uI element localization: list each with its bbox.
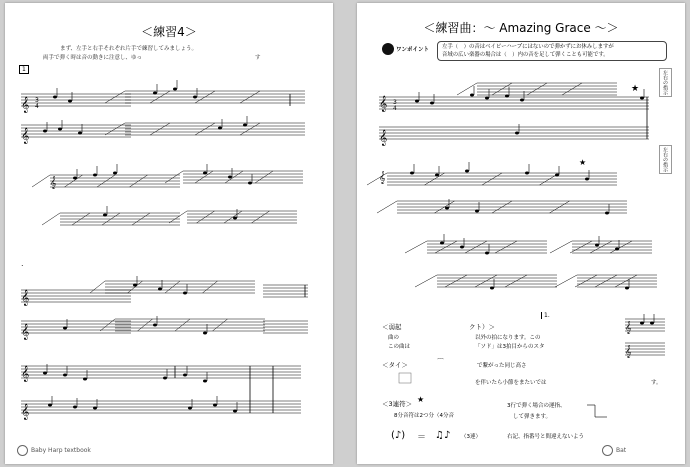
note-head — [173, 88, 177, 91]
note-head — [188, 407, 192, 410]
note-head — [485, 97, 489, 100]
left-footer-text: Baby Harp textbook — [31, 447, 91, 454]
one-point-text: ワンポイント — [396, 47, 430, 53]
triplet-notes-icon: ♫♪ — [435, 430, 451, 441]
time-signature: 3 — [393, 99, 397, 106]
section-upbeat-line-2-tail: 「ソド」は3拍目からのスタ — [475, 344, 545, 350]
system-marker: . — [21, 259, 24, 268]
harp-logo-icon — [602, 445, 613, 456]
left-page-title: ＜練習4＞ — [141, 25, 197, 39]
note-head — [73, 177, 77, 180]
hint-line-2: 音域の広い楽器の場合は（ ）内の音を足して弾くことも可能です。 — [442, 52, 609, 58]
section-tie-line-1: で繋がった同じ高さ — [477, 363, 527, 369]
note-head — [203, 332, 207, 335]
tie-mark: ⌒ — [437, 358, 444, 366]
barline — [42, 213, 60, 225]
section-triplet-line-1: 8分音符は2つ分（4分音 — [394, 413, 454, 419]
left-score — [5, 3, 333, 464]
note-head — [440, 242, 444, 245]
hint-line-1: 左手（ ）の音はベイビーハープにはないので弾かずにお休みしますが — [442, 44, 614, 50]
section-triplet-right-3: 右記、指番号と間違えないよう — [507, 434, 585, 440]
note-head — [228, 176, 232, 179]
note-head — [445, 207, 449, 210]
treble-clef-icon: 𝄞 — [625, 345, 632, 358]
note-head — [58, 128, 62, 131]
note-head — [93, 407, 97, 410]
note-head — [183, 374, 187, 377]
note-head — [485, 252, 489, 255]
lower-system-label: 1. — [541, 312, 552, 319]
note-head — [183, 292, 187, 295]
note-head — [73, 406, 77, 409]
note-head — [203, 380, 207, 383]
treble-clef-icon: 𝄞 — [21, 404, 30, 420]
note-head — [650, 322, 654, 325]
note-head — [213, 404, 217, 407]
instruction-line-2: 両手で弾く時は音の動きに注意し、ゆっ — [43, 55, 142, 61]
instruction-line-1: まず、左手と右手それぞれ片手で練習してみましょう。 — [60, 46, 198, 52]
section-triplet-mark: （3連） — [461, 434, 481, 440]
barline — [377, 201, 397, 213]
note-head — [93, 174, 97, 177]
right-score — [357, 3, 685, 464]
note-head — [43, 372, 47, 375]
note-head — [43, 130, 47, 133]
note-head — [153, 92, 157, 95]
note-head — [615, 248, 619, 251]
note-head — [233, 217, 237, 220]
note-head — [585, 178, 589, 181]
harp-logo-icon — [17, 445, 28, 456]
right-footer-text: Bat — [616, 447, 627, 454]
barline — [415, 275, 437, 287]
section-tie-title: ＜タイ＞ — [382, 361, 408, 369]
note-head — [68, 100, 72, 103]
note-head — [53, 96, 57, 99]
note-head — [470, 94, 474, 97]
section-triplet-title: ＜3連符＞ — [382, 400, 413, 408]
note-head — [430, 102, 434, 105]
note-head — [203, 172, 207, 175]
note-head — [515, 132, 519, 135]
note-head — [460, 246, 464, 249]
note-head — [243, 124, 247, 127]
note-head — [158, 288, 162, 291]
note-head — [163, 377, 167, 380]
treble-clef-icon: 𝄞 — [625, 321, 632, 334]
treble-clef-icon: 𝄞 — [21, 366, 30, 382]
note-head — [113, 172, 117, 175]
time-signature: 4 — [35, 103, 39, 110]
section-upbeat-title: ＜弱起 — [382, 323, 402, 331]
note-head — [605, 212, 609, 215]
treble-clef-icon: 𝄞 — [21, 290, 30, 306]
note-head — [48, 404, 52, 407]
right-page — [357, 3, 685, 464]
note-head — [625, 287, 629, 290]
note-head — [153, 324, 157, 327]
left-page — [5, 3, 333, 464]
note-head — [233, 410, 237, 413]
left-footer — [17, 445, 91, 456]
note-head — [133, 284, 137, 287]
section-tie-line-2: を伴いたら小節をまたいでは — [475, 380, 547, 386]
section-triplet-right-2: して弾きます。 — [513, 414, 552, 420]
barline — [405, 241, 427, 253]
note-head — [103, 214, 107, 217]
barline — [90, 281, 105, 293]
section-upbeat-line-1-tail: 以外の拍になります。この — [475, 335, 541, 341]
measure-number-box: 1 — [19, 65, 29, 74]
note-head — [193, 96, 197, 99]
treble-clef-icon: 𝄞 — [379, 96, 388, 112]
section-upbeat-line-2: この曲は — [388, 344, 411, 350]
treble-clef-icon: 𝄞 — [379, 171, 386, 184]
note-head — [595, 244, 599, 247]
star-icon: ★ — [417, 395, 425, 404]
section-upbeat-title-tail: クト）＞ — [469, 323, 495, 331]
note-head — [415, 100, 419, 103]
note-head — [83, 378, 87, 381]
note-head — [475, 210, 479, 213]
note-head — [63, 327, 67, 330]
section-triplet-right-1: 3行で弾く場合の運指、 — [507, 403, 566, 409]
note-head — [410, 172, 414, 175]
badge-top: 左右の指示 — [659, 68, 672, 97]
barline — [555, 275, 577, 287]
note-head — [525, 172, 529, 175]
triplet-bracket-icon: (♪) — [391, 430, 406, 441]
right-footer — [602, 445, 626, 456]
note-head — [78, 132, 82, 135]
note-head — [640, 322, 644, 325]
treble-clef-icon: 𝄞 — [379, 130, 388, 146]
note-head — [640, 97, 644, 100]
barline — [550, 241, 572, 253]
star-icon: ★ — [631, 84, 640, 94]
note-head — [490, 287, 494, 290]
badge-middle: 左右の指示 — [659, 145, 672, 174]
note-head — [63, 374, 67, 377]
treble-clef-icon: 𝄞 — [21, 324, 30, 340]
note-head — [465, 170, 469, 173]
note-head — [248, 182, 252, 185]
note-head — [520, 99, 524, 102]
star-icon: ★ — [579, 158, 587, 167]
treble-clef-icon: 𝄞 — [21, 128, 30, 144]
instruction-line-2-tail: す — [255, 55, 261, 61]
right-page-title: ＜練習曲：～ Amazing Grace ～＞ — [423, 21, 619, 35]
note-head — [505, 95, 509, 98]
section-upbeat-line-1: 曲の — [388, 335, 400, 341]
tie-example-box — [399, 373, 411, 383]
section-triplet-equals: ＝ — [417, 433, 427, 443]
time-signature: 3 — [35, 97, 39, 104]
treble-clef-icon: 𝄞 — [50, 176, 57, 189]
note-head — [555, 174, 559, 177]
section-tie-line-2-tail: す。 — [651, 380, 662, 386]
treble-clef-icon: 𝄞 — [21, 97, 30, 113]
note-head — [218, 127, 222, 130]
time-signature: 4 — [393, 105, 397, 112]
note-head — [435, 174, 439, 177]
barline — [32, 175, 50, 187]
